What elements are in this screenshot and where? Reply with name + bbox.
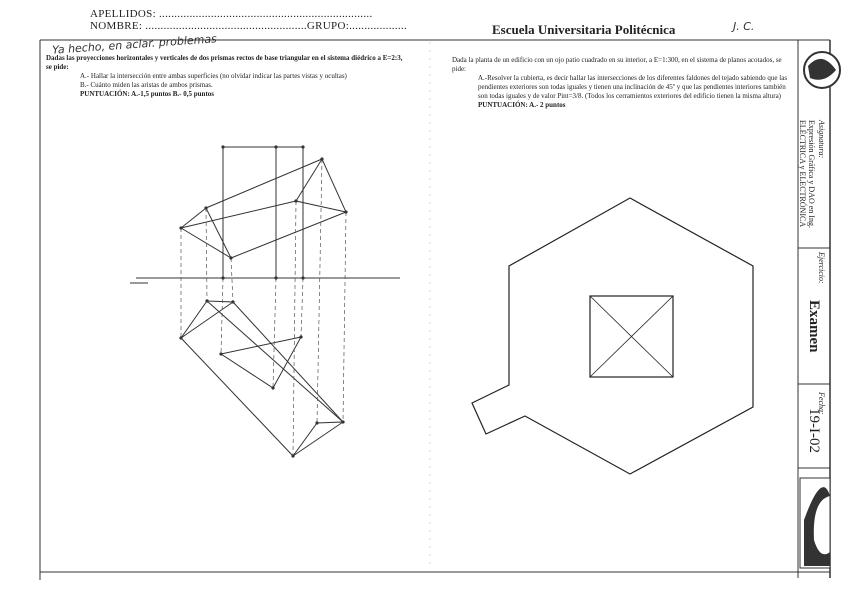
- handwritten-note: Ya hecho, en aclar. problemas: [51, 32, 218, 57]
- exercise2-scoring: PUNTUACIÓN: A.- 2 puntos: [478, 101, 566, 109]
- asignatura-value: Expresión Gráfica y DAO en Ing. ELÉCTRICA y ELECTRÓNICA: [798, 120, 816, 228]
- exercise2-statement: Dada la planta de un edificio con un ojo patio cuadrado en su interior, a E=1:300, en el sistema de planos acotados, se pide:: [452, 56, 782, 73]
- fecha-label: Fecha:: [817, 392, 826, 415]
- handwritten-initials: J. C.: [733, 20, 755, 33]
- apellidos-label: APELLIDOS: ......................................................................: [90, 8, 373, 20]
- asignatura-label: Asignatura:: [817, 120, 826, 159]
- ejercicio-label: Ejercicio:: [817, 252, 826, 284]
- exercise1-statement: Dadas las proyecciones horizontales y verticales de dos prismas rectos de base triangular en el sistema diédrico a E=2:3, se pide:: [46, 54, 403, 71]
- fecha-value: 19-I-02: [806, 408, 822, 453]
- exercise1-item-a: A.- Hallar la intersección entre ambas superficies (no olvidar indicar las partes vistas y ocultas): [80, 72, 347, 80]
- ejercicio-value: Examen: [806, 300, 822, 353]
- exercise1-item-b: B.- Cuánto miden las aristas de ambos prismas.: [80, 81, 213, 89]
- school-title: Escuela Universitaria Politécnica: [492, 22, 676, 37]
- nombre-label: NOMBRE: .....................................................GRUPO:...................: [90, 20, 408, 32]
- exercise1-scoring: PUNTUACIÓN: A.-1,5 puntos B.- 0,5 puntos: [80, 90, 214, 98]
- exercise2-item-a: A.-Resolver la cubierta, es decir hallar las intersecciones de los diferentes faldones del tejado sabiendo que las pendientes exteriores son todas iguales y tienen una inclinación de 45º y que las pendientes interiores también son todas iguales y de valor Pint=3/8. (Todos los cerramientos exteriores del edificio tienen la misma altura): [478, 74, 788, 100]
